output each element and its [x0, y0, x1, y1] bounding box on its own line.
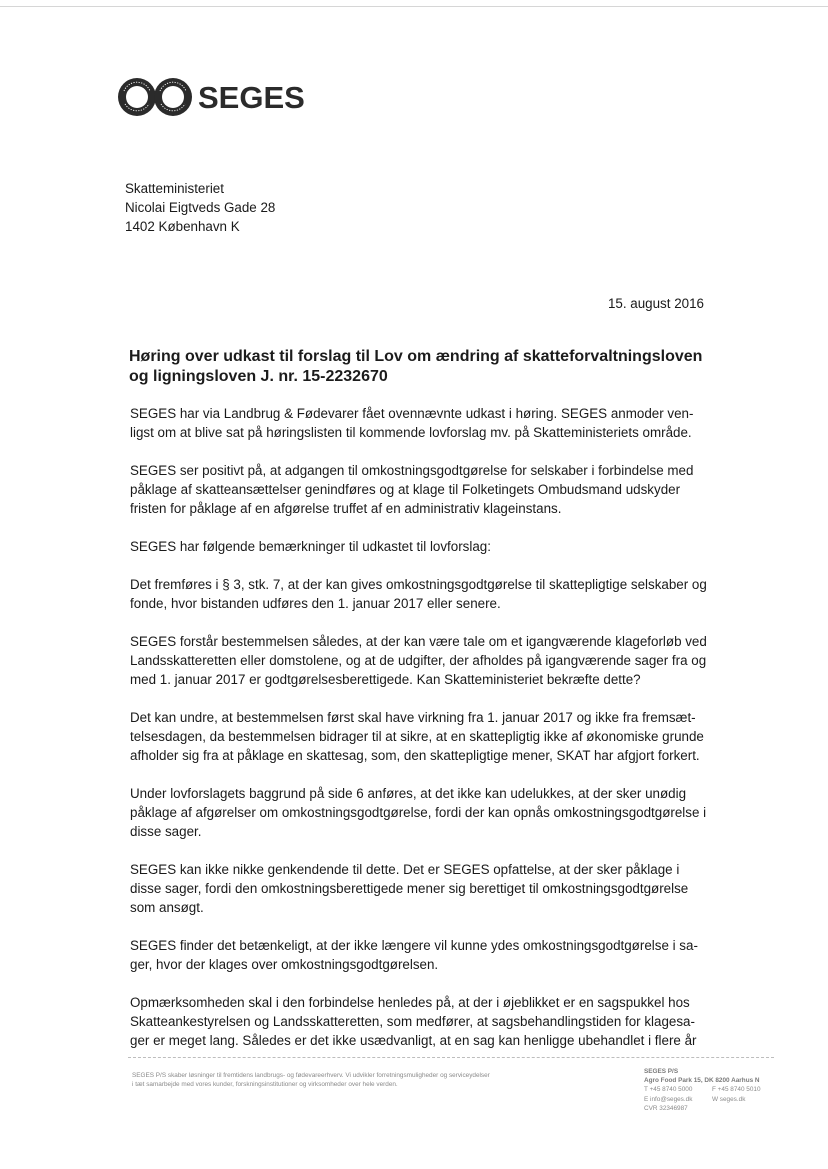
paragraph	[130, 632, 710, 689]
body-line: ger er meget lang. Således er det ikke usædvanligt, at en sag kan henligge ubehandlet i flere år	[130, 1033, 697, 1048]
body-line: SEGES forstår bestemmelsen således, at der kan være tale om et igangværende klageforløb ved	[130, 634, 707, 649]
footer-tagline-line: i tæt samarbejde med vores kunder, forskningsinstitutioner og virksomheder over hele verden.	[132, 1081, 398, 1088]
body-line: Skatteankestyrelsen og Landsskatteretten, som medfører, at sagsbehandlingstiden for klagesa-	[130, 1014, 695, 1029]
body-line: påklage af afgørelser om omkostningsgodtgørelse, fordi der kan opnås omkostningsgodtgørelse i	[130, 805, 707, 820]
body-line: afholder sig fra at påklage en skattesag, som, den skattepligtige mener, SKAT har afgjort forkert.	[130, 748, 700, 763]
footer-email: E info@seges.dk	[644, 1095, 693, 1103]
body-line: SEGES ser positivt på, at adgangen til omkostningsgodtgørelse for selskaber i forbindelse med	[130, 463, 694, 478]
footer-email-web	[644, 1095, 784, 1104]
body-line: Landsskatteretten eller domstolene, og at de udgifter, der afholdes på igangværende sager fra og	[130, 653, 707, 668]
body-line: Det fremføres i § 3, stk. 7, at der kan gives omkostningsgodtgørelse til skattepligtige selskaber og	[130, 577, 707, 592]
paragraph	[130, 404, 710, 442]
body-line: SEGES har følgende bemærkninger til udkastet til lovforslag:	[130, 539, 491, 554]
footer-phone-fax	[644, 1085, 784, 1094]
body-line: disse sager, fordi den omkostningsberettigede mener sig berettiget til omkostningsgodtgørelse	[130, 881, 689, 896]
subject-line: Høring over udkast til forslag til Lov om ændring af skatteforvaltningsloven	[129, 348, 703, 365]
recipient-line: Nicolai Eigtveds Gade 28	[125, 200, 276, 215]
footer-cvr: CVR 32346987	[644, 1104, 688, 1112]
body-line: SEGES kan ikke nikke genkendende til dette. Det er SEGES opfattelse, at der sker påklage i	[130, 862, 680, 877]
footer-address: Agro Food Park 15, DK 8200 Aarhus N	[644, 1077, 760, 1085]
paragraph	[130, 537, 710, 556]
footer-phone: T +45 8740 5000	[644, 1086, 693, 1094]
body-line: med 1. januar 2017 er godtgørelsesberettigede. Kan Skatteministeriet bekræfte dette?	[130, 672, 641, 687]
body-line: ligst om at blive sat på høringslisten til kommende lovforslag mv. på Skatteministeriets område.	[130, 425, 692, 440]
paragraph	[130, 461, 710, 518]
body-line: påklage af skatteansættelser genindføres og at klage til Folketingets Ombudsmand udskyder	[130, 482, 681, 497]
footer-tagline-line: SEGES P/S skaber løsninger til fremtidens landbrugs- og fødevareerhverv. Vi udvikler forretningsmuligheder og serviceydelser	[132, 1072, 490, 1079]
body-line: ger, hvor der klages over omkostningsgodtgørelsen.	[130, 957, 439, 972]
body-line: som ansøgt.	[130, 900, 204, 915]
seges-logo	[117, 76, 305, 118]
body-line: telsesdagen, da bestemmelsen bidrager til at sikre, at en skattepligtig ikke af økonomiske grunde	[130, 729, 704, 744]
body-line: Det kan undre, at bestemmelsen først skal have virkning fra 1. januar 2017 og ikke fra fremsæt-	[130, 710, 696, 725]
paragraph	[130, 784, 710, 841]
seges-rings-icon	[117, 76, 195, 118]
body-line: SEGES har via Landbrug & Fødevarer fået ovennævnte udkast i høring. SEGES anmoder ven-	[130, 406, 694, 421]
footer-contact	[644, 1067, 784, 1113]
paragraph	[130, 936, 710, 974]
paragraph	[130, 575, 710, 613]
footer-web: W seges.dk	[712, 1095, 746, 1103]
body-line: fonde, hvor bistanden udføres den 1. januar 2017 eller senere.	[130, 596, 501, 611]
footer-fax: F +45 8740 5010	[712, 1086, 761, 1094]
letter-date: 15. august 2016	[607, 296, 704, 311]
recipient-line: Skatteministeriet	[125, 181, 224, 196]
body-line: fristen for påklage af en afgørelse truffet af en administrativ klageinstans.	[130, 501, 562, 516]
footer-tagline	[132, 1071, 592, 1089]
letter-body	[130, 404, 710, 1069]
footer-company: SEGES P/S	[644, 1068, 679, 1075]
paragraph	[130, 860, 710, 917]
body-line: SEGES finder det betænkeligt, at der ikke længere vil kunne ydes omkostningsgodtgørelse i sa-	[130, 938, 698, 953]
footer-divider	[128, 1057, 774, 1058]
recipient-address	[125, 179, 275, 236]
logo-wordmark: SEGES	[198, 79, 305, 115]
body-line: Opmærksomheden skal i den forbindelse henledes på, at der i øjeblikket er en sagspukkel hos	[130, 995, 690, 1010]
body-line: Under lovforslagets baggrund på side 6 anføres, at det ikke kan udelukkes, at der sker unødig	[130, 786, 687, 801]
paragraph	[130, 708, 710, 765]
body-line: disse sager.	[130, 824, 202, 839]
page-top-edge	[0, 6, 828, 7]
letter-subject	[129, 347, 739, 387]
paragraph	[130, 993, 710, 1050]
subject-line: og ligningsloven J. nr. 15-2232670	[129, 368, 388, 385]
recipient-line: 1402 København K	[125, 219, 240, 234]
